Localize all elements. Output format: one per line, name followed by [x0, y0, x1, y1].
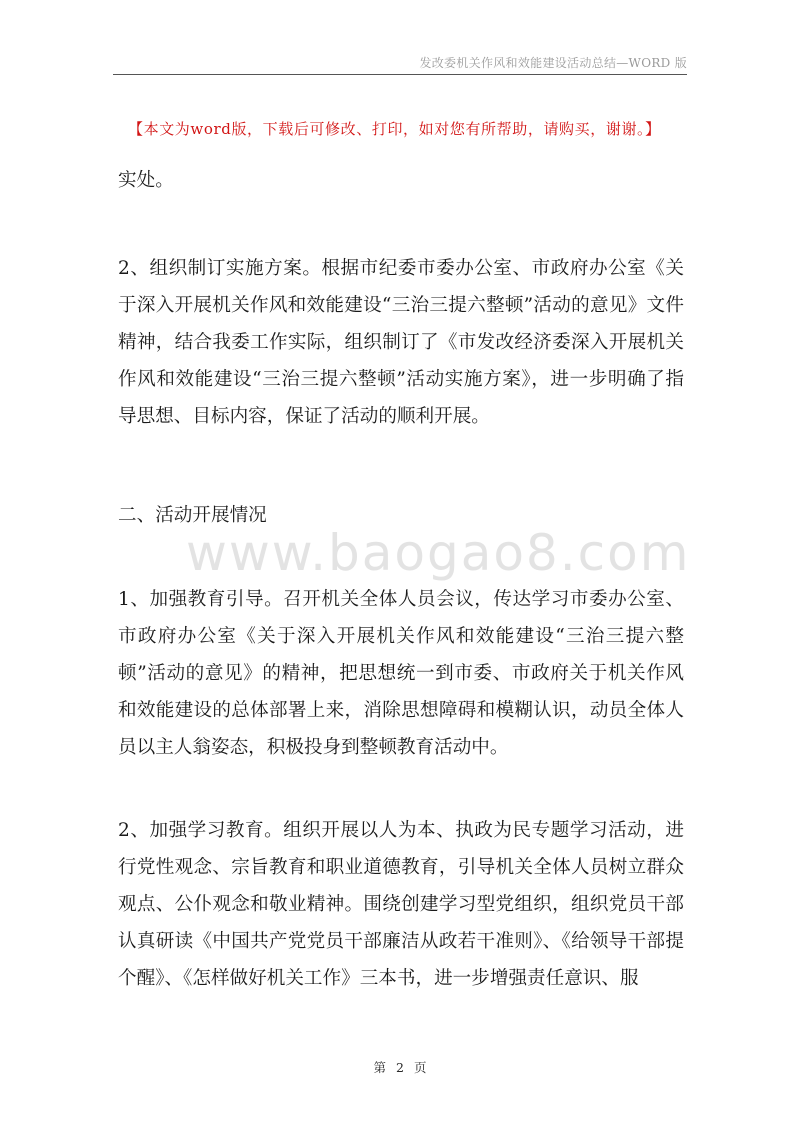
page-number: 第 2 页 [373, 1060, 427, 1075]
paragraph-continuation: 实处。 [118, 170, 174, 191]
header-divider [113, 74, 687, 75]
paragraph-education-guidance: 1、加强教育引导。召开机关全体人员会议，传达学习市委办公室、市政府办公室《关于深入开展机关作风和效能建设“三治三提六整顿”活动的意见》的精神，把思想统一到市委、市政府关于机关作风和效能建设的总体部署上来，消除思想障碍和模糊认识，动员全体人员以主人翁姿态，积极投身到整顿教育活动中。 [118, 589, 684, 758]
site-watermark: www.baogao8.com [186, 524, 691, 582]
running-header-title: 发改委机关作风和效能建设活动总结—WORD 版 [419, 56, 687, 70]
purchase-notice: 【本文为word版，下载后可修改、打印，如对您有所帮助，请购买，谢谢。】 [128, 120, 661, 138]
paragraph-implementation-plan: 2、组织制订实施方案。根据市纪委市委办公室、市政府办公室《关于深入开展机关作风和效能建设“三治三提六整顿”活动的意见》文件精神，结合我委工作实际，组织制订了《市发改经济委深入开展机关作风和效能建设“三治三提六整顿”活动实施方案》，进一步明确了指导思想、目标内容，保证了活动的顺利开展。 [118, 258, 684, 427]
section-heading-activities: 二、活动开展情况 [118, 505, 267, 526]
paragraph-study-education: 2、加强学习教育。组织开展以人为本、执政为民专题学习活动，进行党性观念、宗旨教育和职业道德教育，引导机关全体人员树立群众观点、公仆观念和敬业精神。围绕创建学习型党组织，组织党员干部认真研读《中国共产党党员干部廉洁从政若干准则》、《给领导干部提个醒》、《怎样做好机关工作》三本书，进一步增强责任意识、服 [118, 820, 684, 989]
